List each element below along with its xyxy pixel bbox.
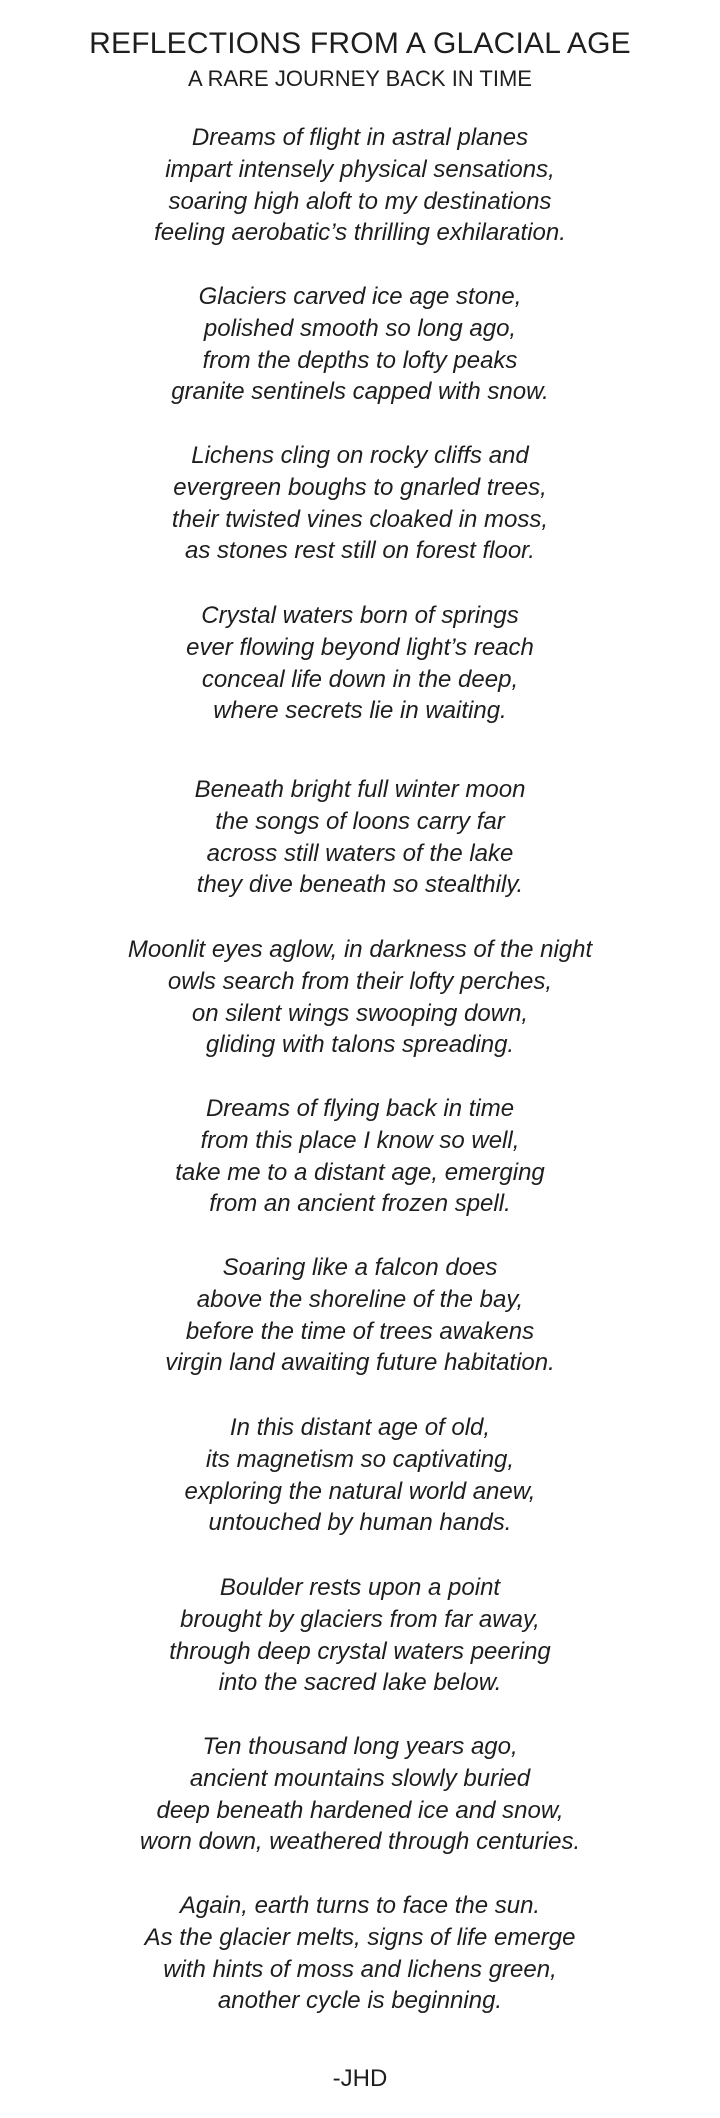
stanza-line: Moonlit eyes aglow, in darkness of the night [127,936,593,963]
stanza-line: they dive beneath so stealthily. [196,871,524,899]
stanza-6 [0,934,720,1061]
author-signature: -JHD [332,2065,388,2092]
stanza-line: with hints of moss and lichens green, [163,1955,557,1983]
stanza-line: from the depths to lofty peaks [202,346,518,374]
stanza-11 [0,1731,720,1858]
stanza-line: from this place I know so well, [200,1126,520,1154]
stanza-line: as stones rest still on forest floor. [185,537,535,565]
poem-title: REFLECTIONS FROM A GLACIAL AGE [89,27,631,60]
stanza-line: where secrets lie in waiting. [213,697,507,725]
stanza-line: feeling aerobatic’s thrilling exhilaration. [154,219,566,247]
stanza-line: ancient mountains slowly buried [189,1764,531,1792]
stanza-line: evergreen boughs to gnarled trees, [173,473,547,501]
stanza-line: the songs of loons carry far [215,807,505,835]
stanza-line: conceal life down in the deep, [201,665,519,693]
stanza-9 [0,1412,720,1539]
stanza-line: Lichens cling on rocky cliffs and [191,442,529,469]
stanza-2 [0,281,720,408]
stanza-line: Dreams of flight in astral planes [191,124,529,151]
stanza-line: on silent wings swooping down, [191,999,529,1027]
stanza-line: exploring the natural world anew, [184,1477,536,1505]
stanza-line: its magnetism so captivating, [205,1445,515,1473]
stanza-line: granite sentinels capped with snow. [171,378,549,406]
stanza-line: brought by glaciers from far away, [180,1605,540,1633]
stanza-line: In this distant age of old, [229,1414,491,1441]
stanza-line: Crystal waters born of springs [201,602,519,629]
stanza-1 [0,122,720,249]
stanza-line: from an ancient frozen spell. [209,1190,511,1218]
stanza-line: before the time of trees awakens [185,1317,535,1345]
stanza-line: Ten thousand long years ago, [202,1733,518,1760]
poem-subtitle: A RARE JOURNEY BACK IN TIME [188,66,532,91]
stanza-line: soaring high aloft to my destinations [168,187,552,215]
stanza-line: gliding with talons spreading. [205,1031,515,1059]
stanza-3 [0,440,720,567]
stanza-line: Dreams of flying back in time [205,1095,515,1122]
stanza-line: through deep crystal waters peering [169,1637,551,1665]
stanza-10 [0,1572,720,1699]
stanza-line: another cycle is beginning. [217,1987,503,2015]
stanza-line: impart intensely physical sensations, [165,155,555,183]
stanza-7 [0,1093,720,1220]
stanza-line: As the glacier melts, signs of life emerge [144,1923,576,1951]
stanza-line: take me to a distant age, emerging [175,1158,545,1186]
stanza-line: their twisted vines cloaked in moss, [171,505,549,533]
stanza-5 [0,774,720,901]
stanza-line: Again, earth turns to face the sun. [179,1892,541,1919]
stanza-line: deep beneath hardened ice and snow, [156,1796,564,1824]
stanza-line: Boulder rests upon a point [219,1574,501,1601]
stanza-12 [0,1890,720,2017]
stanza-line: virgin land awaiting future habitation. [165,1349,555,1377]
stanza-8 [0,1252,720,1379]
stanza-line: polished smooth so long ago, [203,314,517,342]
stanza-line: ever flowing beyond light’s reach [186,633,534,661]
stanza-line: into the sacred lake below. [218,1669,502,1697]
stanza-line: owls search from their lofty perches, [167,967,553,995]
stanza-line: above the shoreline of the bay, [196,1285,524,1313]
stanza-line: untouched by human hands. [208,1509,512,1537]
stanza-line: worn down, weathered through centuries. [139,1828,581,1856]
stanza-4 [0,600,720,727]
stanza-line: across still waters of the lake [206,839,514,867]
stanza-line: Beneath bright full winter moon [194,776,526,803]
stanza-line: Soaring like a falcon does [222,1254,498,1281]
stanza-line: Glaciers carved ice age stone, [198,283,522,310]
